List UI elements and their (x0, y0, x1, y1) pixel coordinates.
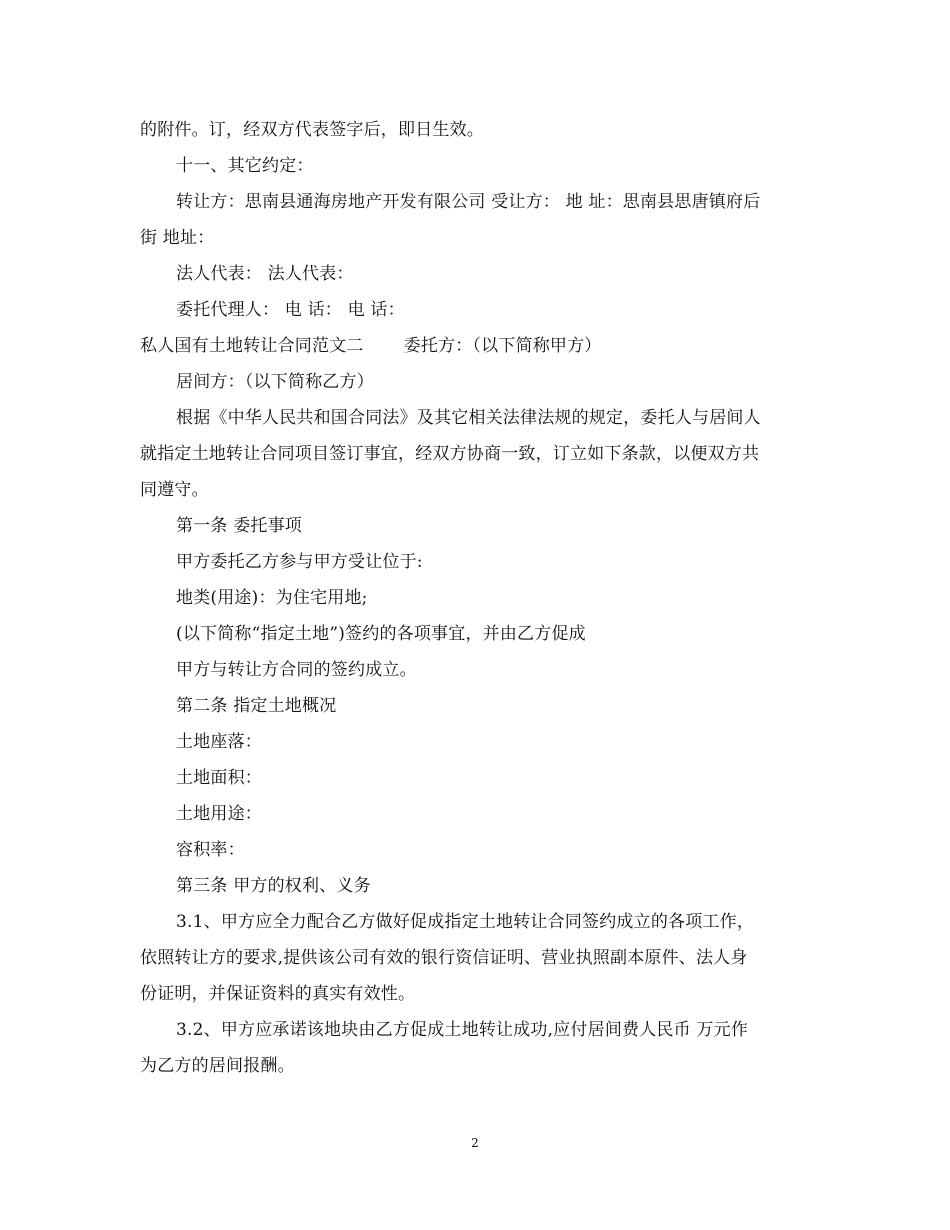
page-number: 2 (471, 1136, 479, 1150)
field-label: 土地座落： (176, 732, 262, 752)
paragraph-line: 依照转让方的要求,提供该公司有效的银行资信证明、营业执照副本原件、法人身 (140, 948, 748, 968)
paragraph-line: 根据《中华人民共和国合同法》及其它相关法律法规的规定，委托人与居间人 (176, 408, 761, 428)
paragraph-line: 委托代理人： 电 话： 电 话： (176, 300, 405, 320)
paragraph-line: 甲方委托乙方参与甲方受让位于: (176, 552, 423, 572)
paragraph-line: 同遵守。 (140, 480, 209, 500)
article-heading: 第二条 指定土地概况 (176, 696, 337, 716)
paragraph-line: 转让方：思南县通海房地产开发有限公司 受让方： 地 址：思南县思唐镇府后 (176, 192, 761, 212)
paragraph-line: 3.2、甲方应承诺该地块由乙方促成土地转让成功,应付居间费人民币 万元作 (176, 1020, 749, 1040)
paragraph-line: 的附件。订，经双方代表签字后，即日生效。 (140, 120, 484, 140)
paragraph-line: 为乙方的居间报酬。 (140, 1056, 295, 1076)
paragraph-line: 地类(用途)：为住宅用地; (176, 588, 368, 608)
paragraph-line: 份证明，并保证资料的真实有效性。 (140, 984, 416, 1004)
paragraph-line: (以下简称“指定土地”)签约的各项事宜，并由乙方促成 (176, 624, 586, 644)
paragraph-line: 甲方与转让方合同的签约成立。 (176, 660, 417, 680)
article-heading: 第三条 甲方的权利、义务 (176, 876, 371, 896)
field-label: 容积率： (176, 840, 245, 860)
client-party: 委托方：（以下简称甲方） (403, 336, 602, 356)
paragraph-line: 街 地址： (140, 228, 215, 248)
paragraph-line: 居间方：（以下简称乙方） (176, 372, 374, 392)
field-label: 土地用途： (176, 804, 262, 824)
paragraph-line: 3.1、甲方应全力配合乙方做好促成指定土地转让合同签约成立的各项工作， (176, 912, 755, 932)
paragraph-line: 法人代表： 法人代表： (176, 264, 354, 284)
paragraph-line: 就指定土地转让合同项目签订事宜，经双方协商一致，订立如下条款，以便双方共 (140, 444, 760, 464)
document-body (140, 112, 812, 1084)
contract-title-line (140, 328, 812, 364)
field-label: 土地面积： (176, 768, 262, 788)
article-heading: 第一条 委托事项 (176, 516, 303, 536)
section-heading: 十一、其它约定： (176, 156, 314, 176)
contract-title: 私人国有土地转让合同范文二 (140, 336, 364, 356)
